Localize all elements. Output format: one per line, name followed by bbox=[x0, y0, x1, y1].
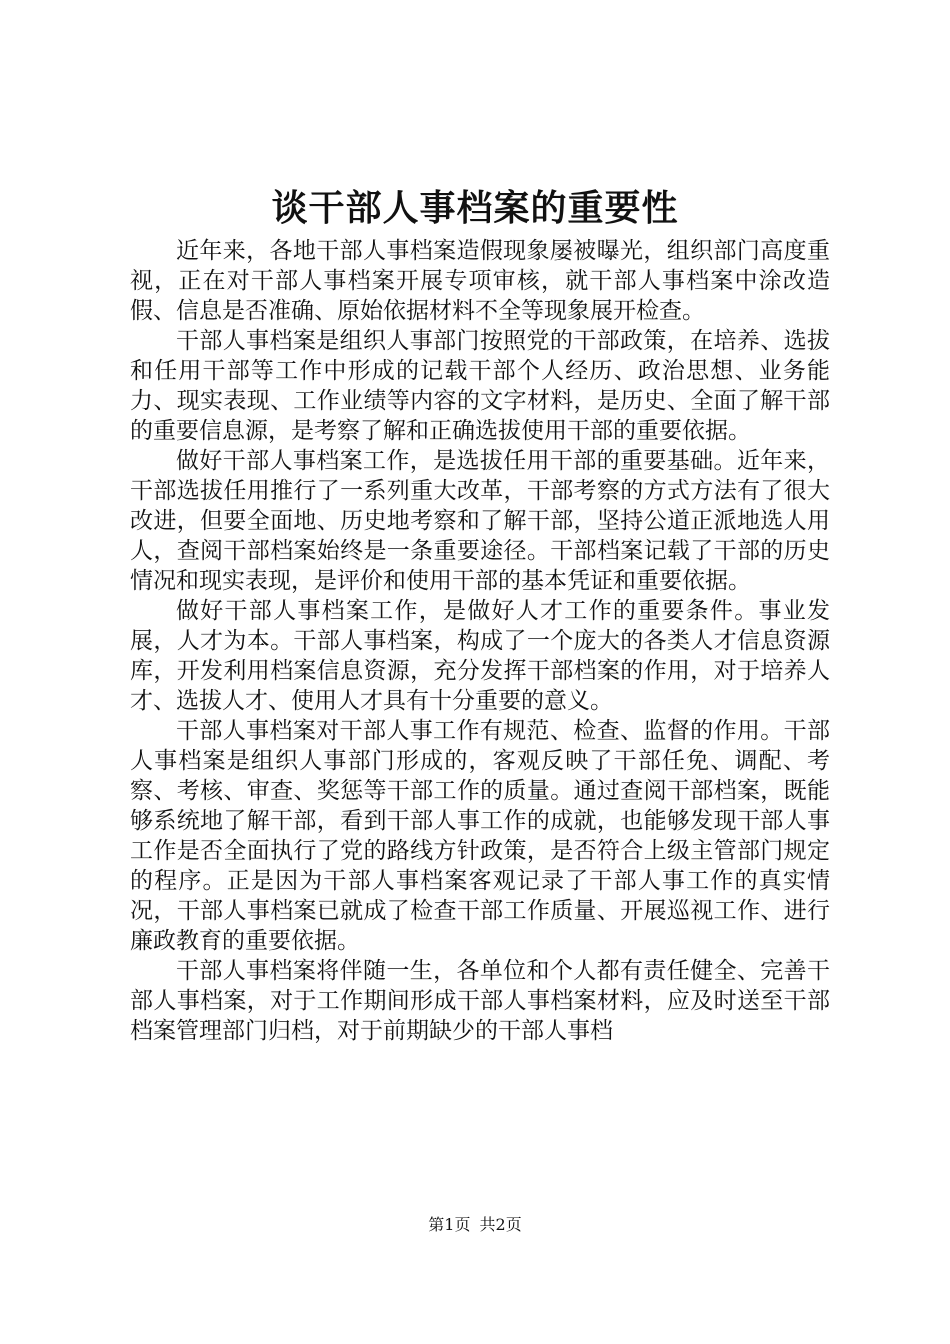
paragraph-5: 干部人事档案对干部人事工作有规范、检查、监督的作用。干部人事档案是组织人事部门形成的，客观反映了干部任免、调配、考察、考核、审查、奖惩等干部工作的质量。通过查阅干部档案，既能够系统地了解干部，看到干部人事工作的成就，也能够发现干部人事工作是否全面执行了党的路线方针政策，是否符合上级主管部门规定的程序。正是因为干部人事档案客观记录了干部人事工作的真实情况，干部人事档案已就成了检查干部工作质量、开展巡视工作、进行廉政教育的重要依据。 bbox=[130, 718, 830, 954]
document-body bbox=[130, 236, 830, 1046]
paragraph-1: 近年来，各地干部人事档案造假现象屡被曝光，组织部门高度重视，正在对干部人事档案开展专项审核，就干部人事档案中涂改造假、信息是否准确、原始依据材料不全等现象展开检查。 bbox=[130, 238, 830, 324]
document-title: 谈干部人事档案的重要性 bbox=[271, 187, 679, 229]
paragraph-3: 做好干部人事档案工作，是选拔任用干部的重要基础。近年来，干部选拔任用推行了一系列重大改革，干部考察的方式方法有了很大改进，但要全面地、历史地考察和了解干部，坚持公道正派地选人用人，查阅干部档案始终是一条重要途径。干部档案记载了干部的历史情况和现实表现，是评价和使用干部的基本凭证和重要依据。 bbox=[130, 448, 830, 594]
paragraph-6: 干部人事档案将伴随一生，各单位和个人都有责任健全、完善干部人事档案，对于工作期间形成干部人事档案材料，应及时送至干部档案管理部门归档，对于前期缺少的干部人事档 bbox=[130, 958, 830, 1044]
page-number-footer: 第1页 共2页 bbox=[428, 1215, 522, 1234]
paragraph-2: 干部人事档案是组织人事部门按照党的干部政策，在培养、选拔和任用干部等工作中形成的记载干部个人经历、政治思想、业务能力、现实表现、工作业绩等内容的文字材料，是历史、全面了解干部的重要信息源，是考察了解和正确选拔使用干部的重要依据。 bbox=[130, 328, 830, 444]
paragraph-4: 做好干部人事档案工作，是做好人才工作的重要条件。事业发展，人才为本。干部人事档案，构成了一个庞大的各类人才信息资源库，开发利用档案信息资源，充分发挥干部档案的作用，对于培养人才、选拔人才、使用人才具有十分重要的意义。 bbox=[130, 598, 830, 714]
